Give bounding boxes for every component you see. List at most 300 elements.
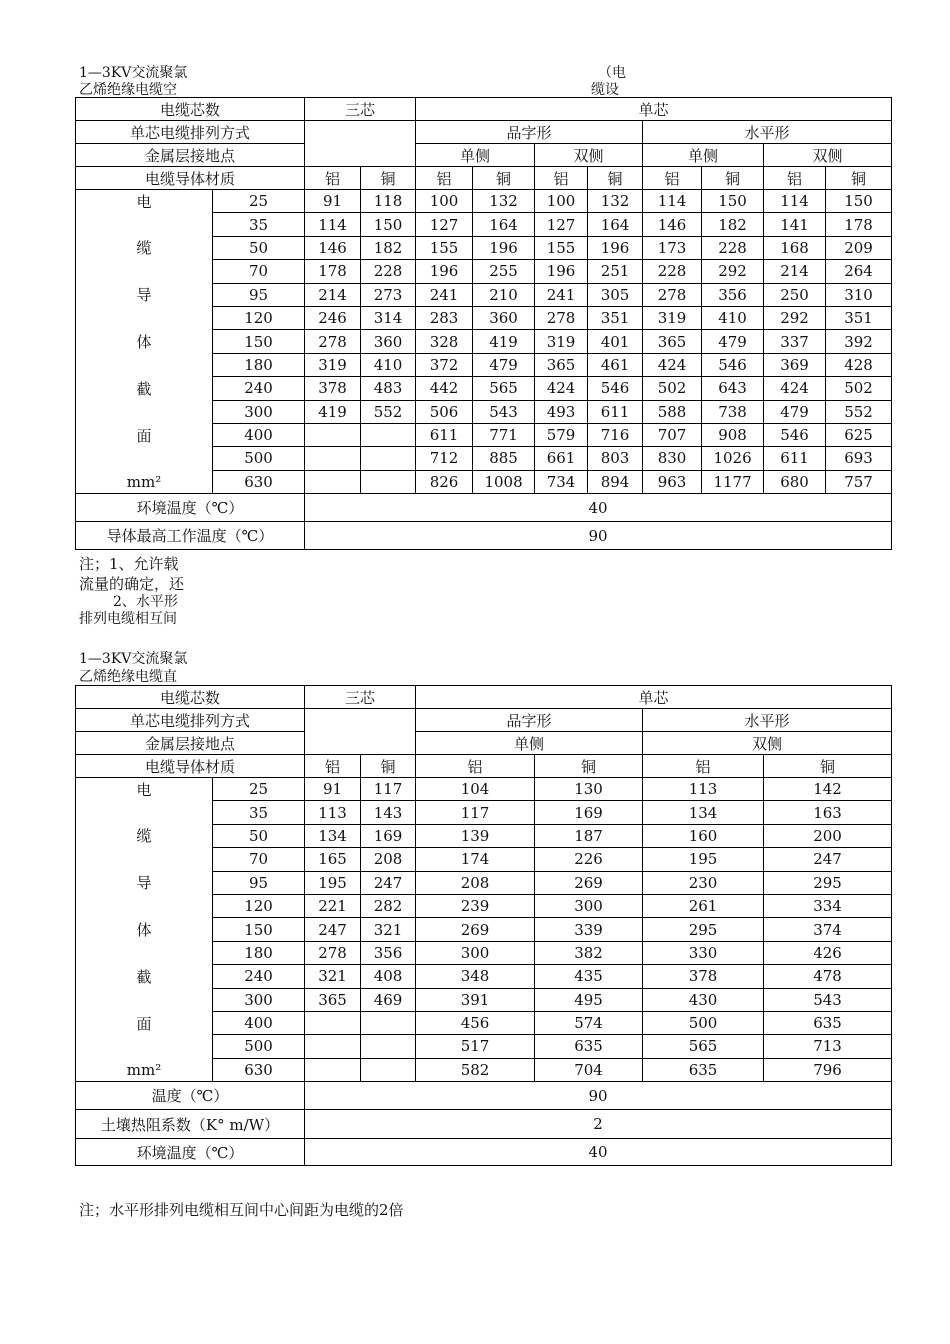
note1-line4: 排列电缆相互间 <box>79 611 177 626</box>
ampacity-cell: 278 <box>535 306 588 329</box>
table-row <box>76 941 892 964</box>
ampacity-cell: 410 <box>361 353 416 376</box>
ampacity-cell: 134 <box>643 801 764 824</box>
ampacity-cell: 321 <box>361 918 416 941</box>
ampacity-cell: 241 <box>535 283 588 306</box>
ampacity-cell: 506 <box>416 400 473 423</box>
ampacity-cell: 295 <box>764 871 892 894</box>
ampacity-cell: 142 <box>764 778 892 801</box>
ampacity-cell: 241 <box>416 283 473 306</box>
env-temp-label: 环境温度（℃） <box>76 494 305 522</box>
ampacity-cell: 771 <box>473 423 535 446</box>
ampacity-cell: 707 <box>643 423 702 446</box>
ampacity-cell: 428 <box>826 353 892 376</box>
ampacity-cell: 351 <box>588 306 643 329</box>
header-single-core: 单芯 <box>416 98 892 121</box>
ampacity-cell <box>305 470 361 493</box>
title2-line2: 乙烯绝缘电缆直 <box>79 669 177 685</box>
ampacity-cell: 114 <box>305 213 361 236</box>
table-row <box>76 1011 892 1034</box>
ampacity-cell: 419 <box>473 330 535 353</box>
ampacity-cell: 546 <box>702 353 764 376</box>
ampacity-cell: 680 <box>764 470 826 493</box>
ampacity-cell <box>361 1035 416 1058</box>
ampacity-cell: 579 <box>535 423 588 446</box>
ampacity-cell: 478 <box>764 965 892 988</box>
section-label-char: 电 <box>76 190 213 213</box>
ampacity-cell: 295 <box>643 918 764 941</box>
ampacity-cell: 328 <box>416 330 473 353</box>
ampacity-cell: 456 <box>416 1011 535 1034</box>
ampacity-cell: 382 <box>535 941 643 964</box>
ampacity-cell: 196 <box>416 260 473 283</box>
ampacity-cell: 146 <box>643 213 702 236</box>
table-row <box>76 400 892 423</box>
ampacity-cell: 305 <box>588 283 643 306</box>
ampacity-cell <box>361 470 416 493</box>
ampacity-cell: 419 <box>305 400 361 423</box>
ampacity-cell: 356 <box>361 941 416 964</box>
ampacity-cell: 625 <box>826 423 892 446</box>
ampacity-cell: 348 <box>416 965 535 988</box>
section-label-char: 导 <box>76 283 213 306</box>
header-three-core: 三芯 <box>305 98 416 121</box>
ampacity-cell: 269 <box>416 918 535 941</box>
table-row <box>76 778 892 801</box>
env-temp-label: 环境温度（℃） <box>76 1139 305 1166</box>
temp-value: 90 <box>305 1082 892 1110</box>
ampacity-cell: 155 <box>416 236 473 259</box>
section-label-char: 体 <box>76 918 213 941</box>
ampacity-cell <box>361 1058 416 1081</box>
header-cu: 铜 <box>361 167 416 190</box>
header-horizontal: 水平形 <box>643 709 892 732</box>
section-label-char: 导 <box>76 871 213 894</box>
ampacity-cell: 356 <box>702 283 764 306</box>
ampacity-cell <box>305 423 361 446</box>
ampacity-cell: 319 <box>535 330 588 353</box>
ampacity-cell: 830 <box>643 447 702 470</box>
cross-section-cell: 300 <box>213 400 305 423</box>
ampacity-cell: 164 <box>473 213 535 236</box>
ampacity-cell: 635 <box>643 1058 764 1081</box>
ampacity-cell: 360 <box>473 306 535 329</box>
ampacity-cell: 543 <box>764 988 892 1011</box>
section-label-char: 体 <box>76 330 213 353</box>
ampacity-cell: 588 <box>643 400 702 423</box>
ampacity-cell: 278 <box>643 283 702 306</box>
soil-resistivity-label: 土壤热阻系数（K° m/W） <box>76 1110 305 1139</box>
cross-section-cell: 120 <box>213 894 305 917</box>
ampacity-cell: 392 <box>826 330 892 353</box>
title1-right2: 缆设 <box>591 82 619 97</box>
ampacity-cell: 435 <box>535 965 643 988</box>
table-row <box>76 470 892 493</box>
ampacity-cell: 546 <box>764 423 826 446</box>
ampacity-cell: 334 <box>764 894 892 917</box>
header-cores: 电缆芯数 <box>76 686 305 709</box>
ampacity-cell: 908 <box>702 423 764 446</box>
ampacity-cell: 150 <box>361 213 416 236</box>
ampacity-cell: 321 <box>305 965 361 988</box>
ampacity-cell: 330 <box>643 941 764 964</box>
note1-line3: 2、水平形 <box>99 594 178 610</box>
header-single-core: 单芯 <box>416 686 892 709</box>
ampacity-cell: 826 <box>416 470 473 493</box>
ampacity-table-air <box>75 97 892 550</box>
ampacity-cell: 278 <box>305 941 361 964</box>
ampacity-cell: 160 <box>643 824 764 847</box>
header-al: 铝 <box>764 167 826 190</box>
header-grounding: 金属层接地点 <box>76 144 305 167</box>
ampacity-cell: 565 <box>643 1035 764 1058</box>
cross-section-cell: 500 <box>213 447 305 470</box>
ampacity-cell: 182 <box>361 236 416 259</box>
title2-line1: 1—3KV交流聚氯 <box>79 651 188 667</box>
temp-label: 温度（℃） <box>76 1082 305 1110</box>
max-temp-value: 90 <box>305 522 892 550</box>
ampacity-cell: 319 <box>305 353 361 376</box>
section-label-char: 面 <box>76 423 213 446</box>
ampacity-cell: 150 <box>826 190 892 213</box>
ampacity-cell: 552 <box>361 400 416 423</box>
header-two-side: 双侧 <box>764 144 892 167</box>
cross-section-cell: 35 <box>213 801 305 824</box>
ampacity-cell: 469 <box>361 988 416 1011</box>
ampacity-cell: 132 <box>588 190 643 213</box>
ampacity-cell: 247 <box>305 918 361 941</box>
ampacity-cell: 221 <box>305 894 361 917</box>
header-two-side: 双侧 <box>535 144 643 167</box>
cross-section-cell: 240 <box>213 377 305 400</box>
ampacity-cell: 483 <box>361 377 416 400</box>
header-al: 铝 <box>416 167 473 190</box>
ampacity-cell: 251 <box>588 260 643 283</box>
ampacity-cell: 611 <box>588 400 643 423</box>
ampacity-cell: 117 <box>361 778 416 801</box>
table-row <box>76 377 892 400</box>
ampacity-cell <box>305 1011 361 1034</box>
cross-section-cell: 150 <box>213 330 305 353</box>
ampacity-cell: 117 <box>416 801 535 824</box>
ampacity-cell: 100 <box>416 190 473 213</box>
ampacity-cell: 314 <box>361 306 416 329</box>
ampacity-cell: 310 <box>826 283 892 306</box>
ampacity-cell <box>305 1058 361 1081</box>
ampacity-cell: 517 <box>416 1035 535 1058</box>
note2: 注；水平形排列电缆相互间中心间距为电缆的2倍 <box>79 1201 404 1219</box>
header-arrangement: 单芯电缆排列方式 <box>76 121 305 144</box>
cross-section-cell: 120 <box>213 306 305 329</box>
ampacity-cell: 164 <box>588 213 643 236</box>
header-al: 铝 <box>305 755 361 778</box>
ampacity-cell: 169 <box>535 801 643 824</box>
ampacity-cell: 493 <box>535 400 588 423</box>
header-al: 铝 <box>416 755 535 778</box>
cross-section-cell: 70 <box>213 848 305 871</box>
ampacity-cell: 278 <box>305 330 361 353</box>
header-arrangement: 单芯电缆排列方式 <box>76 709 305 732</box>
ampacity-cell: 209 <box>826 236 892 259</box>
ampacity-cell: 200 <box>764 824 892 847</box>
ampacity-cell: 365 <box>305 988 361 1011</box>
env-temp-value: 40 <box>305 1139 892 1166</box>
ampacity-cell: 365 <box>643 330 702 353</box>
ampacity-cell: 127 <box>535 213 588 236</box>
header-two-side: 双侧 <box>643 732 892 755</box>
ampacity-cell: 461 <box>588 353 643 376</box>
ampacity-cell: 378 <box>305 377 361 400</box>
cross-section-cell: 50 <box>213 236 305 259</box>
ampacity-cell: 100 <box>535 190 588 213</box>
cross-section-cell: 50 <box>213 824 305 847</box>
table-row <box>76 330 892 353</box>
header-al: 铝 <box>535 167 588 190</box>
ampacity-cell: 150 <box>702 190 764 213</box>
ampacity-cell: 543 <box>473 400 535 423</box>
header-trefoil: 品字形 <box>416 121 643 144</box>
ampacity-cell: 963 <box>643 470 702 493</box>
ampacity-cell: 143 <box>361 801 416 824</box>
ampacity-cell: 319 <box>643 306 702 329</box>
cross-section-cell: 240 <box>213 965 305 988</box>
ampacity-cell: 378 <box>643 965 764 988</box>
ampacity-table-buried <box>75 685 892 1166</box>
header-horizontal: 水平形 <box>643 121 892 144</box>
table-row <box>76 918 892 941</box>
table-row <box>76 190 892 213</box>
ampacity-cell: 182 <box>702 213 764 236</box>
header-cu: 铜 <box>361 755 416 778</box>
ampacity-cell: 214 <box>764 260 826 283</box>
ampacity-cell: 479 <box>764 400 826 423</box>
ampacity-cell: 374 <box>764 918 892 941</box>
ampacity-cell: 430 <box>643 988 764 1011</box>
ampacity-cell: 803 <box>588 447 643 470</box>
ampacity-cell: 552 <box>826 400 892 423</box>
ampacity-cell: 196 <box>473 236 535 259</box>
ampacity-cell <box>361 423 416 446</box>
ampacity-cell <box>305 447 361 470</box>
section-label-char: 截 <box>76 965 213 988</box>
ampacity-cell: 611 <box>416 423 473 446</box>
header-cu: 铜 <box>764 755 892 778</box>
ampacity-cell: 261 <box>643 894 764 917</box>
ampacity-cell: 246 <box>305 306 361 329</box>
ampacity-cell: 410 <box>702 306 764 329</box>
ampacity-cell: 195 <box>643 848 764 871</box>
section-label-char: 缆 <box>76 236 213 259</box>
ampacity-cell: 1177 <box>702 470 764 493</box>
ampacity-cell: 168 <box>764 236 826 259</box>
header-al: 铝 <box>643 167 702 190</box>
ampacity-cell: 734 <box>535 470 588 493</box>
ampacity-cell: 91 <box>305 190 361 213</box>
ampacity-cell: 174 <box>416 848 535 871</box>
header-one-side: 单侧 <box>416 732 643 755</box>
ampacity-cell: 292 <box>702 260 764 283</box>
cross-section-cell: 25 <box>213 190 305 213</box>
ampacity-cell: 228 <box>702 236 764 259</box>
ampacity-cell: 643 <box>702 377 764 400</box>
ampacity-cell <box>361 1011 416 1034</box>
ampacity-cell: 894 <box>588 470 643 493</box>
ampacity-cell: 661 <box>535 447 588 470</box>
title1-right1: （电 <box>598 65 626 81</box>
ampacity-cell: 139 <box>416 824 535 847</box>
header-trefoil: 品字形 <box>416 709 643 732</box>
soil-resistivity-value: 2 <box>305 1110 892 1139</box>
header-cu: 铜 <box>588 167 643 190</box>
cross-section-cell: 180 <box>213 353 305 376</box>
ampacity-cell <box>305 1035 361 1058</box>
ampacity-cell: 178 <box>826 213 892 236</box>
ampacity-cell: 169 <box>361 824 416 847</box>
ampacity-cell: 712 <box>416 447 473 470</box>
ampacity-cell: 574 <box>535 1011 643 1034</box>
ampacity-cell: 300 <box>416 941 535 964</box>
ampacity-cell: 365 <box>535 353 588 376</box>
ampacity-cell: 228 <box>361 260 416 283</box>
ampacity-cell: 424 <box>764 377 826 400</box>
ampacity-cell: 132 <box>473 190 535 213</box>
ampacity-cell: 546 <box>588 377 643 400</box>
ampacity-cell: 635 <box>535 1035 643 1058</box>
ampacity-cell: 247 <box>361 871 416 894</box>
ampacity-cell: 165 <box>305 848 361 871</box>
table-row <box>76 801 892 824</box>
ampacity-cell: 273 <box>361 283 416 306</box>
ampacity-cell: 118 <box>361 190 416 213</box>
ampacity-cell: 502 <box>643 377 702 400</box>
ampacity-cell: 247 <box>764 848 892 871</box>
cross-section-cell: 400 <box>213 423 305 446</box>
ampacity-cell: 582 <box>416 1058 535 1081</box>
ampacity-cell: 424 <box>535 377 588 400</box>
ampacity-cell: 300 <box>535 894 643 917</box>
ampacity-cell: 255 <box>473 260 535 283</box>
ampacity-cell: 239 <box>416 894 535 917</box>
ampacity-cell: 113 <box>305 801 361 824</box>
cross-section-cell: 180 <box>213 941 305 964</box>
note1-line2: 流量的确定，还 <box>79 575 185 593</box>
ampacity-cell: 196 <box>535 260 588 283</box>
cross-section-cell: 95 <box>213 871 305 894</box>
ampacity-cell: 178 <box>305 260 361 283</box>
ampacity-cell: 210 <box>473 283 535 306</box>
ampacity-cell: 250 <box>764 283 826 306</box>
ampacity-cell: 716 <box>588 423 643 446</box>
ampacity-cell: 442 <box>416 377 473 400</box>
ampacity-cell: 372 <box>416 353 473 376</box>
ampacity-cell: 163 <box>764 801 892 824</box>
table-row <box>76 965 892 988</box>
ampacity-cell: 187 <box>535 824 643 847</box>
table-row <box>76 283 892 306</box>
ampacity-cell: 885 <box>473 447 535 470</box>
header-cu: 铜 <box>535 755 643 778</box>
ampacity-cell: 704 <box>535 1058 643 1081</box>
ampacity-cell: 495 <box>535 988 643 1011</box>
ampacity-cell: 337 <box>764 330 826 353</box>
ampacity-cell: 500 <box>643 1011 764 1034</box>
header-cu: 铜 <box>473 167 535 190</box>
ampacity-cell: 1026 <box>702 447 764 470</box>
section-label-char: mm² <box>76 1058 213 1081</box>
ampacity-cell: 226 <box>535 848 643 871</box>
table-row <box>76 236 892 259</box>
ampacity-cell: 360 <box>361 330 416 353</box>
table-row <box>76 1035 892 1058</box>
ampacity-cell: 339 <box>535 918 643 941</box>
table-row <box>76 824 892 847</box>
ampacity-cell: 479 <box>473 353 535 376</box>
ampacity-cell: 141 <box>764 213 826 236</box>
ampacity-cell <box>361 447 416 470</box>
title1-line2: 乙烯绝缘电缆空 <box>79 82 177 97</box>
ampacity-cell: 214 <box>305 283 361 306</box>
ampacity-cell: 351 <box>826 306 892 329</box>
title1-line1: 1—3KV交流聚氯 <box>79 65 188 81</box>
ampacity-cell: 114 <box>643 190 702 213</box>
ampacity-cell: 713 <box>764 1035 892 1058</box>
ampacity-cell: 208 <box>361 848 416 871</box>
ampacity-cell: 426 <box>764 941 892 964</box>
ampacity-cell: 796 <box>764 1058 892 1081</box>
section-label-char: 电 <box>76 778 213 801</box>
ampacity-cell: 565 <box>473 377 535 400</box>
ampacity-cell: 292 <box>764 306 826 329</box>
ampacity-cell: 196 <box>588 236 643 259</box>
ampacity-cell: 401 <box>588 330 643 353</box>
ampacity-cell: 369 <box>764 353 826 376</box>
ampacity-cell: 195 <box>305 871 361 894</box>
ampacity-cell: 208 <box>416 871 535 894</box>
header-one-side: 单侧 <box>643 144 764 167</box>
ampacity-cell: 228 <box>643 260 702 283</box>
header-one-side: 单侧 <box>416 144 535 167</box>
header-cu: 铜 <box>702 167 764 190</box>
header-material: 电缆导体材质 <box>76 755 305 778</box>
header-three-core: 三芯 <box>305 686 416 709</box>
note1-line1: 注；1、允许载 <box>79 555 179 573</box>
ampacity-cell: 91 <box>305 778 361 801</box>
ampacity-cell: 173 <box>643 236 702 259</box>
ampacity-cell: 104 <box>416 778 535 801</box>
ampacity-cell: 283 <box>416 306 473 329</box>
table-row <box>76 213 892 236</box>
ampacity-cell: 693 <box>826 447 892 470</box>
ampacity-cell: 611 <box>764 447 826 470</box>
table-row <box>76 871 892 894</box>
ampacity-cell: 134 <box>305 824 361 847</box>
table-row <box>76 353 892 376</box>
ampacity-cell: 391 <box>416 988 535 1011</box>
table-row <box>76 260 892 283</box>
cross-section-cell: 500 <box>213 1035 305 1058</box>
header-cores: 电缆芯数 <box>76 98 305 121</box>
ampacity-cell: 146 <box>305 236 361 259</box>
ampacity-cell: 114 <box>764 190 826 213</box>
section-label-char: 面 <box>76 1011 213 1034</box>
cross-section-cell: 630 <box>213 1058 305 1081</box>
ampacity-cell: 635 <box>764 1011 892 1034</box>
table-row <box>76 1058 892 1081</box>
ampacity-cell: 127 <box>416 213 473 236</box>
header-al: 铝 <box>305 167 361 190</box>
section-label-char: mm² <box>76 470 213 493</box>
section-label-char: 缆 <box>76 824 213 847</box>
